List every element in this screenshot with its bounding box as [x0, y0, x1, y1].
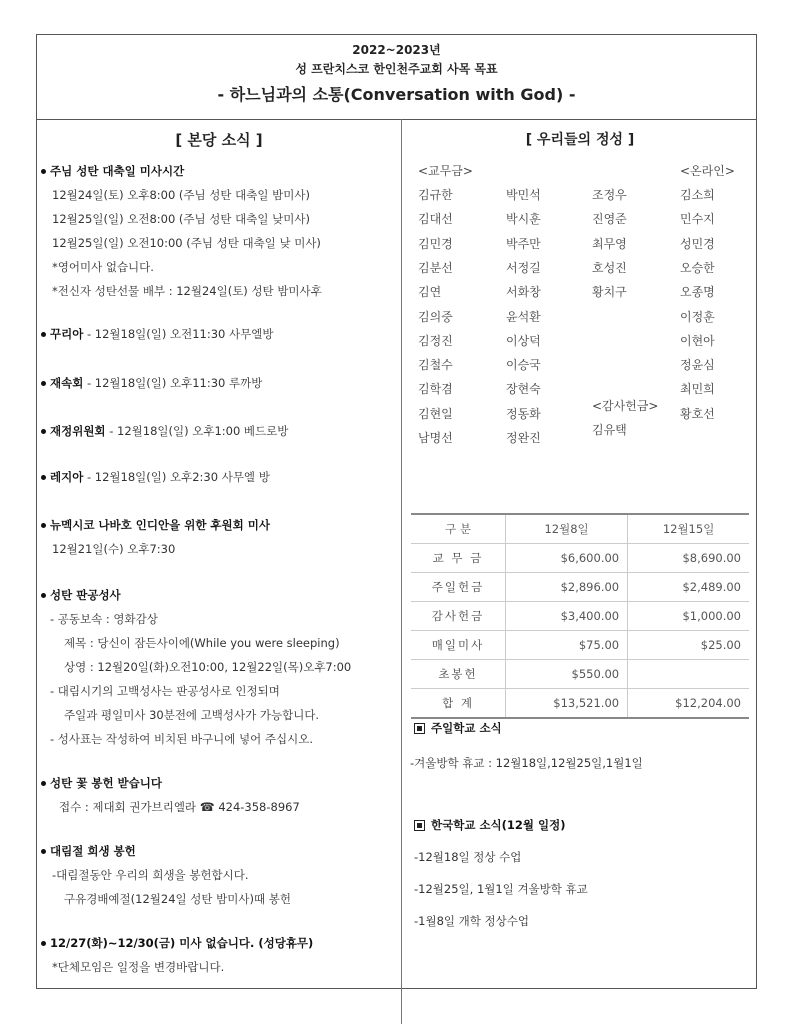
- bullet-icon: [41, 429, 46, 434]
- confession-line: 주일과 평일미사 30분전에 고백성사가 가능합니다.: [64, 708, 320, 722]
- confession-line: - 대림시기의 고백성사는 판공성사로 인정되며: [50, 684, 280, 698]
- name-item: 김규한: [418, 188, 453, 202]
- name-item: 김대선: [418, 212, 453, 227]
- christmas-line: 12월25일(일) 오전8:00 (주님 성탄 대축일 낮미사): [52, 212, 310, 226]
- name-item: 박시훈: [506, 212, 541, 227]
- navajo-line: 12월21일(수) 오후7:30: [52, 542, 176, 556]
- header-theme: - 하느님과의 소통(Conversation with God) -: [217, 85, 576, 104]
- table-header: 구 분: [411, 514, 506, 544]
- name-item: 황호선: [680, 406, 715, 421]
- bullet-icon: [41, 475, 46, 480]
- column-divider: [401, 119, 402, 1024]
- header-goal: 성 프란치스코 한인천주교회 사목 목표: [295, 62, 498, 76]
- name-item: 최무영: [592, 236, 627, 251]
- secular-order-item: 재속회 - 12월18일(일) 오후11:30 루까방: [41, 375, 262, 391]
- bullet-icon: [41, 523, 46, 528]
- table-header: 12월8일: [506, 514, 628, 544]
- curia-item: 꾸리아 - 12월18일(일) 오전11:30 사무엘방: [41, 326, 273, 342]
- building-fund-label: <교무금>: [418, 164, 473, 178]
- bullet-icon: [41, 941, 46, 946]
- sunday-school-line: -겨울방학 휴교 : 12월18일,12월25일,1월1일: [410, 756, 643, 770]
- table-total-row: 합 계 $13,521.00 $12,204.00: [411, 689, 749, 719]
- christmas-line: 12월25일(일) 오전10:00 (주님 성탄 대축일 낮 미사): [52, 236, 321, 250]
- bulletin-frame: [36, 34, 757, 989]
- table-row: 초봉헌 $550.00: [411, 660, 749, 689]
- korean-school-line: -1월8일 개학 정상수업: [414, 914, 529, 928]
- confession-line: 상영 : 12월20일(화)오전10:00, 12월22일(목)오후7:00: [64, 660, 352, 674]
- table-row: 교 무 금 $6,600.00 $8,690.00: [411, 544, 749, 573]
- confession-heading: 성탄 판공성사: [41, 587, 121, 603]
- christmas-mass-heading: 주님 성탄 대축일 미사시간: [41, 163, 184, 179]
- name-item: 김현일: [418, 406, 453, 421]
- online-label: <온라인>: [680, 164, 735, 178]
- table-row: 매일미사 $75.00 $25.00: [411, 631, 749, 660]
- navajo-heading: 뉴멕시코 나바호 인디안을 위한 후원회 미사: [41, 517, 270, 533]
- bullet-icon: [41, 332, 46, 337]
- square-bullet-icon: [414, 723, 425, 734]
- name-item: 이현아: [680, 333, 715, 348]
- advent-line: -대림절동안 우리의 희생을 봉헌합시다.: [52, 868, 249, 882]
- name-item: 김민경: [418, 236, 453, 251]
- name-item: 이정훈: [680, 309, 715, 324]
- bulletin-header: [37, 35, 756, 120]
- name-item: 박주만: [506, 236, 541, 251]
- confession-line: - 공동보속 : 영화감상: [50, 612, 158, 626]
- korean-school-line: -12월18일 정상 수업: [414, 850, 522, 864]
- name-item: 김연: [418, 285, 442, 300]
- advent-sacrifice-heading: 대림절 희생 봉헌: [41, 843, 136, 859]
- korean-school-line: -12월25일, 1월1일 겨울방학 휴교: [414, 882, 588, 896]
- name-item: 이상덕: [506, 333, 541, 348]
- name-item: 박민석: [506, 188, 541, 202]
- christmas-line: *영어미사 없습니다.: [52, 260, 154, 274]
- korean-school-heading: 한국학교 소식(12월 일정): [414, 817, 566, 833]
- table-header: 12월15일: [628, 514, 749, 544]
- legio-item: 레지아 - 12월18일(일) 오후2:30 사무엘 방: [41, 469, 270, 485]
- name-item: 김의중: [418, 309, 453, 324]
- offering-table: [411, 513, 749, 719]
- name-item: 정동화: [506, 406, 541, 421]
- christmas-line: *전신자 성탄선물 배부 : 12월24일(토) 성탄 밤미사후: [52, 284, 322, 298]
- name-item: 김학겸: [418, 382, 453, 397]
- name-item: 김유택: [592, 423, 627, 437]
- name-item: 호성진: [592, 260, 627, 275]
- thanks-offering-label: <감사헌금>: [592, 399, 659, 413]
- confession-line: 제목 : 당신이 잠든사이에(While you were sleeping): [64, 636, 340, 650]
- name-item: 최민희: [680, 382, 715, 397]
- name-item: 서정길: [506, 260, 541, 275]
- name-item: 진영준: [592, 212, 627, 227]
- name-item: 김철수: [418, 358, 453, 373]
- sunday-school-heading: 주일학교 소식: [414, 720, 502, 736]
- bullet-icon: [41, 169, 46, 174]
- confession-line: - 성사표는 작성하여 비치된 바구니에 넣어 주십시오.: [50, 732, 314, 746]
- name-item: 오종명: [680, 285, 715, 300]
- phone-icon: ☎: [199, 800, 215, 814]
- flower-offering-line: 접수 : 제대회 권가브리엘라 ☎ 424-358-8967: [59, 800, 300, 814]
- offerings-title: [ 우리들의 정성 ]: [525, 132, 635, 148]
- name-item: 성민경: [680, 236, 715, 251]
- table-header-row: [411, 514, 749, 544]
- finance-committee-item: 재정위원회 - 12월18일(일) 오후1:00 베드로방: [41, 423, 288, 439]
- bullet-icon: [41, 849, 46, 854]
- name-item: 조정우: [592, 188, 627, 202]
- advent-line: 구유경배예절(12월24일 성탄 밤미사)때 봉헌: [64, 892, 291, 906]
- name-item: 김소희: [680, 188, 715, 202]
- bullet-icon: [41, 381, 46, 386]
- bullet-icon: [41, 593, 46, 598]
- holiday-heading: 12/27(화)~12/30(금) 미사 없습니다. (성당휴무): [41, 935, 313, 951]
- name-item: 김분선: [418, 260, 453, 275]
- name-item: 윤석환: [506, 309, 541, 324]
- parish-news-title: [ 본당 소식 ]: [175, 131, 263, 149]
- name-item: 이승국: [506, 358, 541, 373]
- table-row: 감사헌금 $3,400.00 $1,000.00: [411, 602, 749, 631]
- name-item: 김정진: [418, 333, 453, 348]
- christmas-line: 12월24일(토) 오후8:00 (주님 성탄 대축일 밤미사): [52, 188, 310, 202]
- bullet-icon: [41, 781, 46, 786]
- name-item: 정윤심: [680, 358, 715, 373]
- flower-offering-heading: 성탄 꽃 봉헌 받습니다: [41, 775, 162, 791]
- name-item: 남명선: [418, 431, 453, 445]
- name-item: 황치구: [592, 285, 627, 300]
- holiday-line: *단체모임은 일정을 변경바랍니다.: [52, 960, 225, 974]
- name-item: 오승한: [680, 260, 715, 275]
- name-item: 장현숙: [506, 382, 541, 397]
- name-item: 서화창: [506, 285, 541, 300]
- name-item: 정완진: [506, 431, 541, 445]
- header-year: 2022~2023년: [352, 43, 441, 57]
- table-row: 주일헌금 $2,896.00 $2,489.00: [411, 573, 749, 602]
- name-item: 민수지: [680, 212, 715, 227]
- square-bullet-icon: [414, 820, 425, 831]
